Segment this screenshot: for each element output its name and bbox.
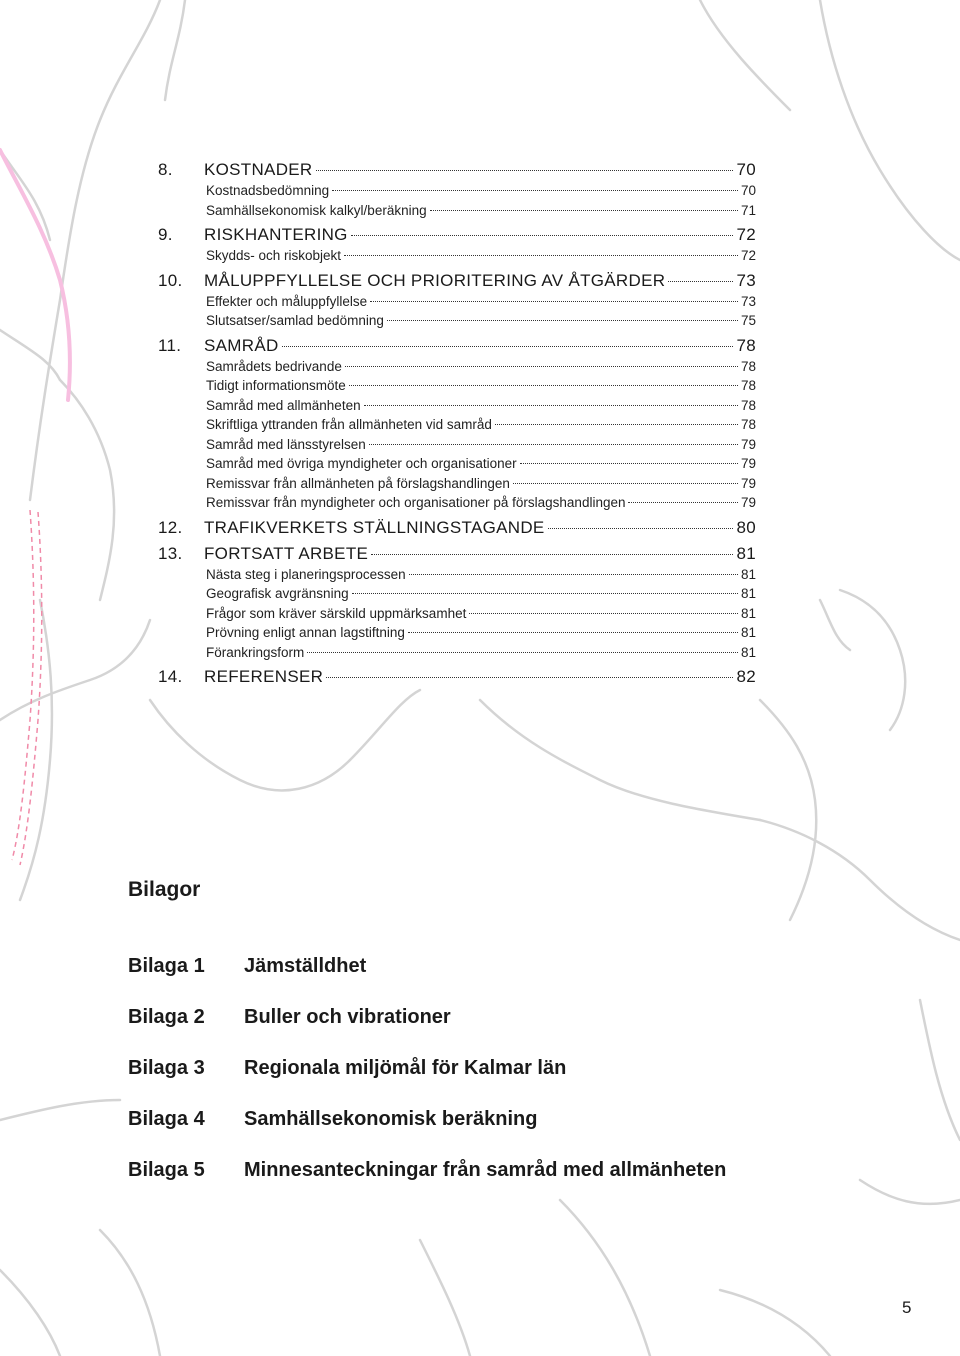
toc-dot-leader xyxy=(344,255,738,256)
toc-section-row[interactable] xyxy=(158,625,756,645)
toc-dot-leader xyxy=(668,281,733,282)
toc-page-number: 80 xyxy=(736,517,756,537)
toc-page-number: 81 xyxy=(740,625,756,640)
map-road xyxy=(840,590,905,730)
toc-section-title: Skydds- och riskobjekt xyxy=(206,248,342,263)
toc-chapter-title: SAMRÅD xyxy=(204,335,279,355)
toc-section-title: Slutsatser/samlad bedömning xyxy=(206,313,384,328)
toc-page-number: 70 xyxy=(736,160,756,179)
toc-dot-leader xyxy=(316,170,734,171)
toc-dot-leader xyxy=(628,502,737,503)
map-road xyxy=(820,0,960,260)
toc-dot-leader xyxy=(364,405,738,406)
toc-page-number: 78 xyxy=(740,378,756,393)
map-road xyxy=(420,1240,470,1356)
toc-chapter-row[interactable] xyxy=(158,667,756,693)
toc-dot-leader xyxy=(326,677,733,678)
bilaga-item[interactable] xyxy=(128,1159,828,1210)
bilaga-title: Jämställdhet xyxy=(244,955,367,977)
toc-section-title: Samhällsekonomisk kalkyl/beräkning xyxy=(206,202,427,218)
toc-section-row[interactable] xyxy=(158,294,756,314)
toc-page-number: 75 xyxy=(740,313,756,328)
bilaga-item[interactable] xyxy=(128,1006,828,1057)
toc-section-title: Samråd med länsstyrelsen xyxy=(206,436,366,452)
toc-dot-leader xyxy=(349,385,738,386)
table-of-contents xyxy=(158,160,756,693)
bilaga-item[interactable] xyxy=(128,1108,828,1159)
toc-chapter-title: TRAFIKVERKETS STÄLLNINGSTAGANDE xyxy=(204,517,545,537)
bilaga-label: Bilaga 3 xyxy=(128,1057,205,1079)
toc-page-number: 79 xyxy=(740,456,756,471)
toc-page-number: 78 xyxy=(740,417,756,432)
toc-dot-leader xyxy=(548,528,734,529)
bilaga-label: Bilaga 4 xyxy=(128,1108,205,1130)
toc-section-row[interactable] xyxy=(158,203,756,223)
toc-section-row[interactable] xyxy=(158,378,756,398)
toc-section-title: Effekter och måluppfyllelse xyxy=(206,293,368,309)
map-road xyxy=(100,1230,160,1356)
bilaga-title: Regionala miljömål för Kalmar län xyxy=(244,1057,567,1079)
toc-dot-leader xyxy=(408,632,738,633)
bilaga-item[interactable] xyxy=(128,955,828,1006)
toc-section-row[interactable] xyxy=(158,456,756,476)
toc-chapter-number: 14. xyxy=(158,667,183,686)
toc-chapter-number: 11. xyxy=(158,335,182,355)
toc-dot-leader xyxy=(352,593,738,594)
bilaga-label: Bilaga 2 xyxy=(128,1006,205,1028)
toc-dot-leader xyxy=(369,444,738,445)
map-road xyxy=(700,0,790,110)
bilaga-label: Bilaga 1 xyxy=(128,955,205,977)
toc-dot-leader xyxy=(332,190,738,191)
map-road xyxy=(165,0,185,100)
toc-dot-leader xyxy=(282,346,734,347)
map-road xyxy=(560,1200,650,1356)
toc-dot-leader xyxy=(513,483,738,484)
toc-section-title: Samrådets bedrivande xyxy=(206,358,342,374)
toc-page-number: 78 xyxy=(740,358,756,374)
map-road xyxy=(60,380,114,600)
map-road xyxy=(760,820,960,940)
bilagor-list xyxy=(128,955,828,1210)
toc-page-number: 78 xyxy=(740,397,756,413)
toc-page-number: 81 xyxy=(740,566,756,582)
toc-section-title: Förankringsform xyxy=(206,644,305,660)
bilaga-title: Buller och vibrationer xyxy=(244,1006,451,1028)
toc-page-number: 81 xyxy=(740,605,756,621)
toc-page-number: 81 xyxy=(736,543,756,563)
toc-dot-leader xyxy=(351,235,734,236)
bilaga-title: Samhällsekonomisk beräkning xyxy=(244,1108,538,1130)
map-road xyxy=(350,690,420,760)
toc-section-row[interactable] xyxy=(158,313,756,333)
map-road xyxy=(150,700,350,790)
map-road xyxy=(480,700,760,820)
toc-dot-leader xyxy=(495,424,738,425)
toc-chapter-row[interactable] xyxy=(158,518,756,544)
map-road xyxy=(0,620,150,720)
toc-chapter-number: 9. xyxy=(158,225,173,244)
toc-chapter-title: FORTSATT ARBETE xyxy=(204,543,369,563)
toc-chapter-number: 12. xyxy=(158,517,183,537)
toc-page-number: 73 xyxy=(740,293,756,309)
toc-section-title: Kostnadsbedömning xyxy=(206,183,330,198)
toc-page-number: 72 xyxy=(736,225,756,244)
toc-dot-leader xyxy=(469,613,738,614)
toc-dot-leader xyxy=(409,574,738,575)
bilaga-title: Minnesanteckningar från samråd med allmänheten xyxy=(244,1159,727,1181)
toc-section-title: Skriftliga yttranden från allmänheten vid samråd xyxy=(206,417,492,432)
toc-section-title: Remissvar från myndigheter och organisationer på förslagshandlingen xyxy=(206,495,626,510)
toc-section-row[interactable] xyxy=(158,437,756,457)
toc-dot-leader xyxy=(370,301,738,302)
map-road xyxy=(0,1270,60,1356)
toc-page-number: 73 xyxy=(736,270,756,290)
toc-page-number: 70 xyxy=(740,183,756,198)
toc-section-row[interactable] xyxy=(158,398,756,418)
toc-chapter-number: 10. xyxy=(158,270,183,290)
toc-page-number: 82 xyxy=(736,667,756,686)
toc-section-row[interactable] xyxy=(158,359,756,379)
toc-section-title: Samråd med allmänheten xyxy=(206,397,361,413)
toc-page-number: 79 xyxy=(740,436,756,452)
page-number: 5 xyxy=(902,1298,912,1317)
route-corridor-dashed xyxy=(12,510,34,860)
toc-section-title: Geografisk avgränsning xyxy=(206,586,349,601)
bilaga-label: Bilaga 5 xyxy=(128,1159,205,1181)
toc-section-row[interactable] xyxy=(158,183,756,203)
toc-dot-leader xyxy=(371,554,733,555)
toc-chapter-title: MÅLUPPFYLLELSE OCH PRIORITERING AV ÅTGÄRDER xyxy=(204,270,666,290)
toc-chapter-title: KOSTNADER xyxy=(204,160,313,179)
toc-page-number: 71 xyxy=(740,202,756,218)
toc-page-number: 79 xyxy=(740,475,756,491)
toc-section-row[interactable] xyxy=(158,248,756,268)
toc-dot-leader xyxy=(307,652,738,653)
toc-chapter-title: RISKHANTERING xyxy=(204,225,348,244)
toc-section-row[interactable] xyxy=(158,417,756,437)
toc-chapter-number: 13. xyxy=(158,543,183,563)
toc-page-number: 72 xyxy=(740,248,756,263)
toc-section-row[interactable] xyxy=(158,645,756,665)
toc-section-title: Samråd med övriga myndigheter och organisationer xyxy=(206,456,517,471)
route-corridor-pink xyxy=(0,150,70,400)
toc-chapter-number: 8. xyxy=(158,160,173,179)
toc-section-row[interactable] xyxy=(158,476,756,496)
toc-dot-leader xyxy=(345,366,738,367)
map-road xyxy=(820,600,850,650)
toc-section-row[interactable] xyxy=(158,586,756,606)
map-road xyxy=(0,1100,120,1120)
toc-section-title: Tidigt informationsmöte xyxy=(206,378,346,393)
toc-chapter-title: REFERENSER xyxy=(204,667,324,686)
map-road xyxy=(760,700,816,920)
map-road xyxy=(860,1180,960,1204)
map-road xyxy=(920,1000,960,1140)
toc-section-title: Prövning enligt annan lagstiftning xyxy=(206,625,405,640)
toc-section-title: Frågor som kräver särskild uppmärksamhet xyxy=(206,605,467,621)
toc-page-number: 79 xyxy=(740,495,756,510)
bilagor-heading: Bilagor xyxy=(128,878,201,901)
toc-page-number: 81 xyxy=(740,644,756,660)
route-corridor-dashed xyxy=(20,512,42,865)
toc-dot-leader xyxy=(520,463,738,464)
map-road xyxy=(720,1290,830,1356)
toc-dot-leader xyxy=(430,210,738,211)
toc-section-title: Nästa steg i planeringsprocessen xyxy=(206,566,406,582)
bilaga-item[interactable] xyxy=(128,1057,828,1108)
toc-page-number: 78 xyxy=(736,335,756,355)
toc-section-row[interactable] xyxy=(158,606,756,626)
toc-section-row[interactable] xyxy=(158,567,756,587)
toc-page-number: 81 xyxy=(740,586,756,601)
toc-section-row[interactable] xyxy=(158,495,756,515)
toc-section-title: Remissvar från allmänheten på förslagshandlingen xyxy=(206,475,510,491)
toc-dot-leader xyxy=(387,320,738,321)
